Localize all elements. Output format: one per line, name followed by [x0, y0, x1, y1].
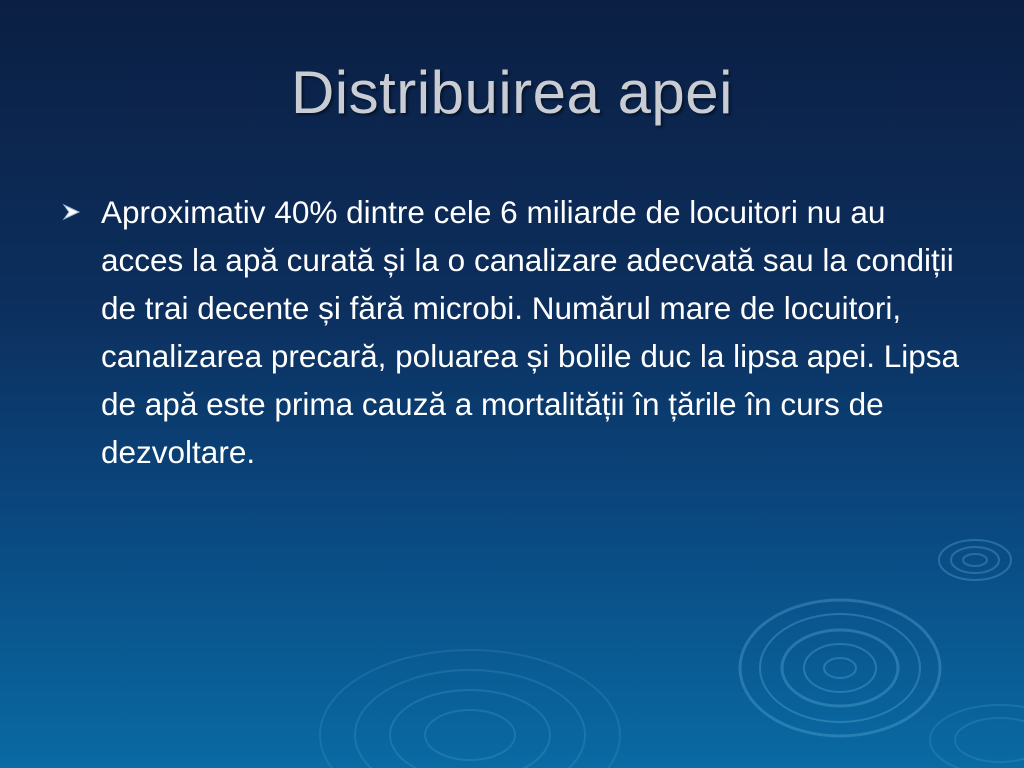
- bullet-list: [62, 188, 972, 476]
- arrow-bullet-icon: [62, 202, 82, 222]
- bullet-item: [62, 188, 972, 476]
- slide-title: Distribuirea apei: [290, 59, 734, 126]
- bullet-text: Aproximativ 40% dintre cele 6 miliarde de locuitori nu au acces la apă curată și la o canalizare adecvată sau la condiții de trai decente și fără microbi. Numărul mare de locuitori, canalizarea precară, poluarea și bolile duc la lipsa apei. Lipsa de apă este prima cauză a mortalității în țările în curs de dezvoltare.: [101, 194, 960, 470]
